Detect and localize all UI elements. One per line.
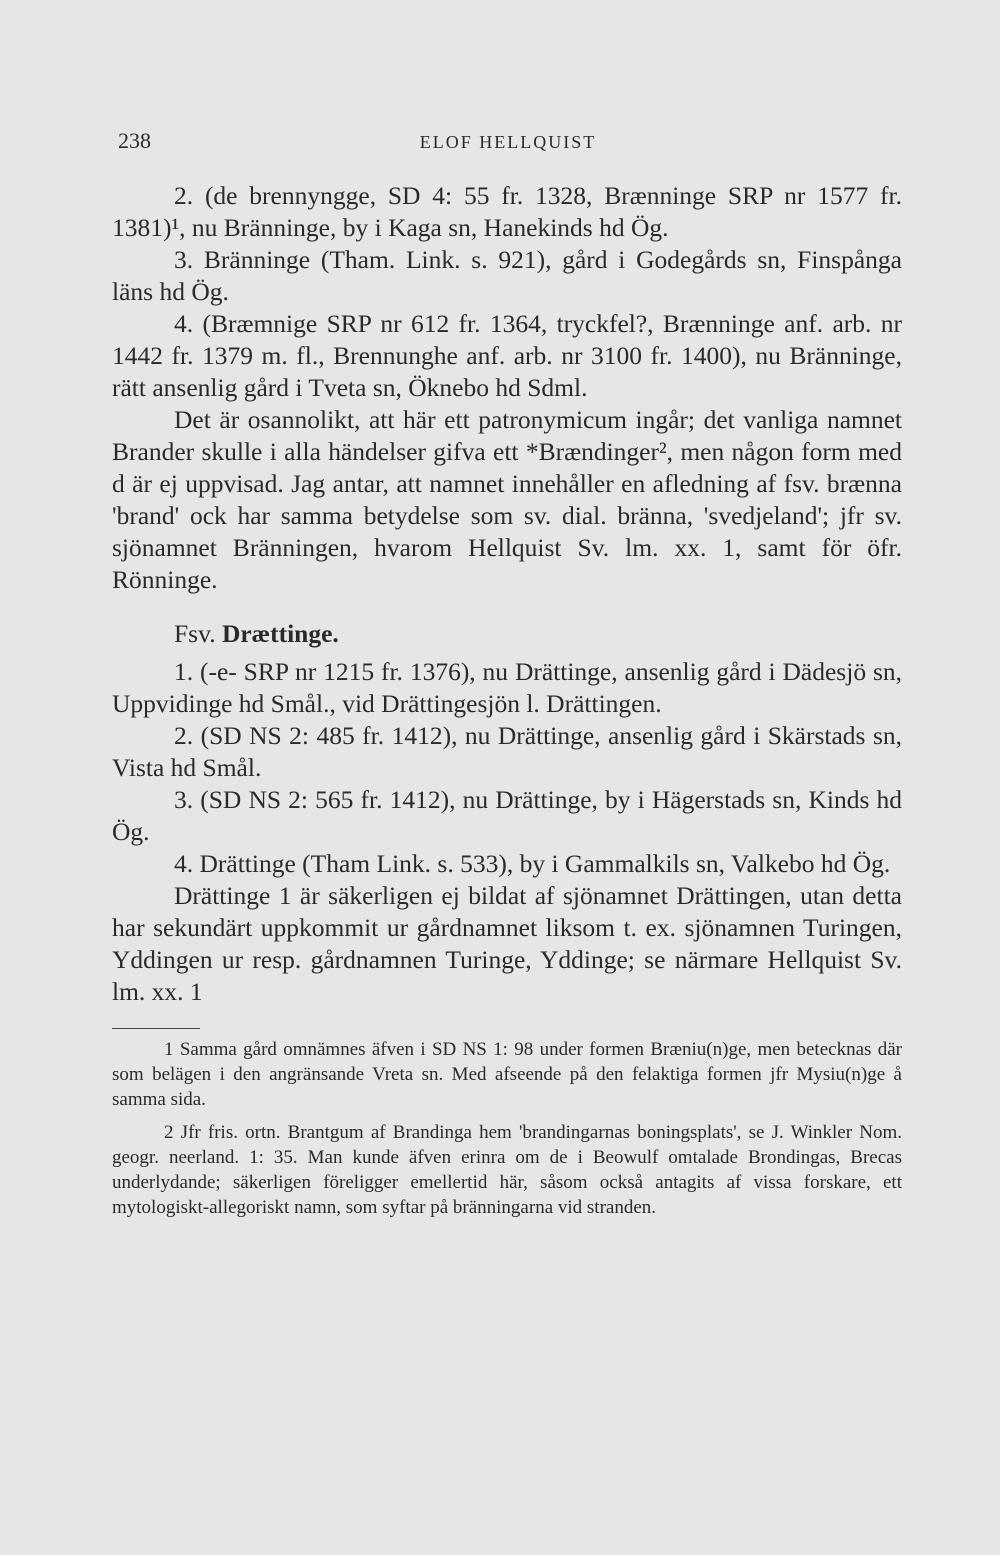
- page-number: 238: [118, 128, 151, 153]
- footnote: 1 Samma gård omnämnes äfven i SD NS 1: 98 under formen Bræniu(n)ge, men betecknas där som belägen i den angränsande Vreta sn. Med afseende på den felaktiga formen jfr Mysiu(n)ge å samma sida.: [112, 1039, 902, 1110]
- page-header: [118, 128, 898, 158]
- commentary-paragraph: Drättinge 1 är säkerligen ej bildat af sjönamnet Drättingen, utan detta har sekundärt uppkommit ur gårdnamnet liksom t. ex. sjönamnen Turingen, Yddingen ur resp. gårdnamnen Turinge, Yddinge; se närmare Hellquist Sv. lm. xx. 1: [112, 881, 902, 1006]
- running-title: ELOF HELLQUIST: [419, 132, 597, 152]
- section-headword: Drættinge.: [221, 619, 339, 648]
- entry-paragraph: 3. Bränninge (Tham. Link. s. 921), gård i Godegårds sn, Finspånga läns hd Ög.: [112, 245, 902, 306]
- footnote: 2 Jfr fris. ortn. Brantgum af Brandinga hem 'brandingarnas boningsplats', se J. Winkler Nom. geogr. neerland. 1: 35. Man kunde äfven erinra om de i Beowulf omtalade Brondingas, Brecas underlydande; säkerligen föreligger emellertid här, såsom också antagits af vissa forskare, ett mytologiskt-allegoriskt namn, som syftar på bränningarna vid stranden.: [112, 1122, 902, 1218]
- entry-paragraph: 3. (SD NS 2: 565 fr. 1412), nu Drättinge, by i Hägerstads sn, Kinds hd Ög.: [112, 785, 902, 846]
- commentary-paragraph: Det är osannolikt, att här ett patronymicum ingår; det vanliga namnet Brander skulle i alla händelser gifva ett *Brændinger², men någon form med d är ej uppvisad. Jag antar, att namnet innehåller en afledning af fsv. brænna 'brand' ock har samma betydelse som sv. dial. bränna, 'svedjeland'; jfr sv. sjönamnet Bränningen, hvarom Hellquist Sv. lm. xx. 1, samt för öfr. Rönninge.: [112, 405, 902, 594]
- entry-paragraph: 4. (Bræmnige SRP nr 612 fr. 1364, tryckfel?, Brænninge anf. arb. nr 1442 fr. 1379 m. fl., Brennunghe anf. arb. nr 3100 fr. 1400), nu Bränninge, rätt ansenlig gård i Tveta sn, Öknebo hd Sdml.: [112, 309, 902, 402]
- page-body: [112, 180, 902, 1220]
- entry-paragraph: 4. Drättinge (Tham Link. s. 533), by i Gammalkils sn, Valkebo hd Ög.: [174, 849, 891, 878]
- entry-paragraph: 2. (de brennyngge, SD 4: 55 fr. 1328, Brænninge SRP nr 1577 fr. 1381)¹, nu Bränninge, by i Kaga sn, Hanekinds hd Ög.: [112, 181, 902, 242]
- section-prefix: Fsv.: [174, 619, 216, 648]
- section-heading: [174, 618, 902, 650]
- entry-paragraph: 1. (-e- SRP nr 1215 fr. 1376), nu Drättinge, ansenlig gård i Dädesjö sn, Uppvidinge hd Smål., vid Drättingesjön l. Drättingen.: [112, 657, 902, 718]
- entry-paragraph: 2. (SD NS 2: 485 fr. 1412), nu Drättinge, ansenlig gård i Skärstads sn, Vista hd Smål.: [112, 721, 902, 782]
- footnote-rule: [112, 1028, 200, 1029]
